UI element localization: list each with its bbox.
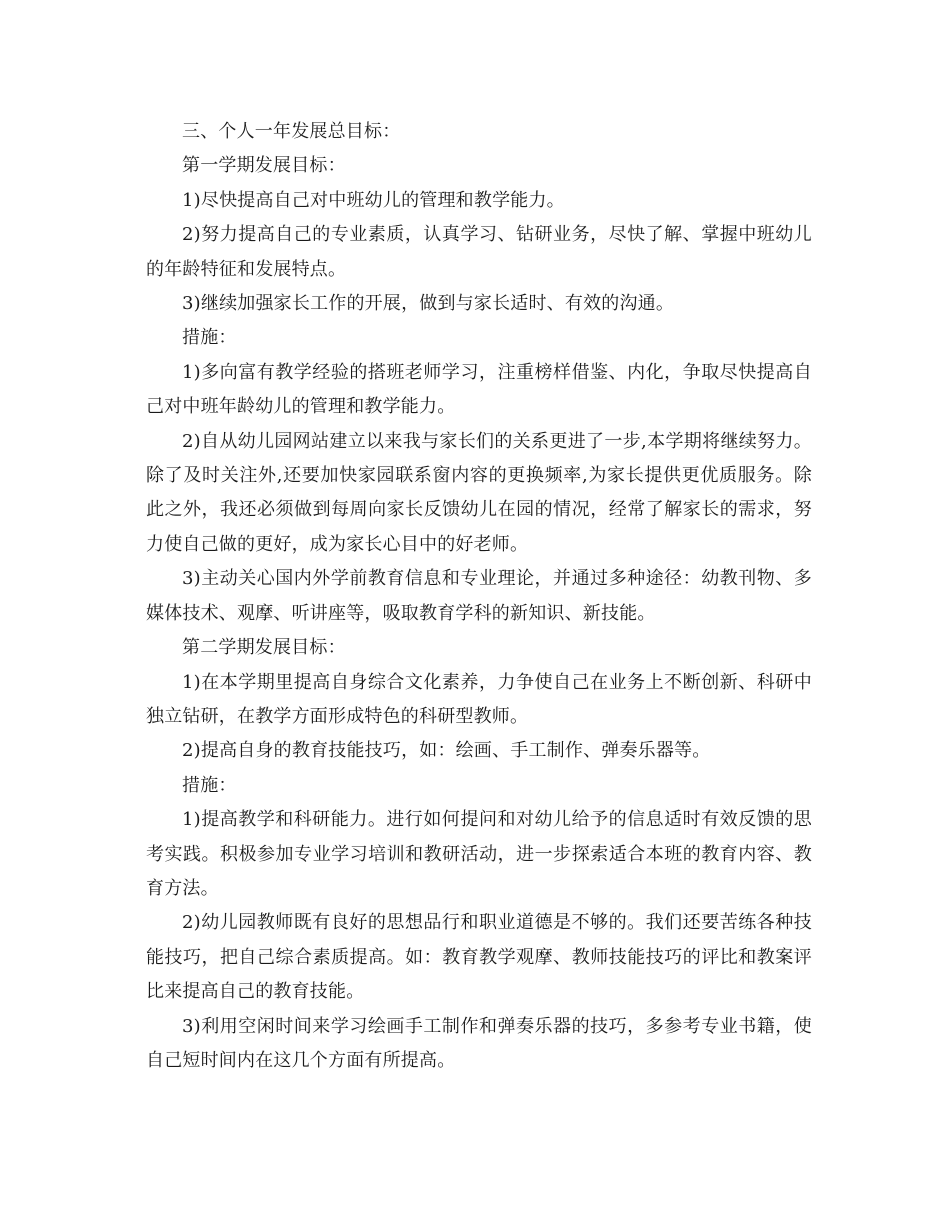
section-heading: 三、个人一年发展总目标： [182,121,401,142]
paragraph: 3)利用空闲时间来学习绘画手工制作和弹奏乐器的技巧，多参考专业书籍，使自己短时间内在这几个方面有所提高。 [146,1015,812,1071]
paragraph: 2)提高自身的教育技能技巧，如：绘画、手工制作、弹奏乐器等。 [182,740,711,762]
paragraph: 2)幼儿园教师既有良好的思想品行和职业道德是不够的。我们还要苦练各种技能技巧，把自己综合素质提高。如：教育教学观摩、教师技能技巧的评比和教案评比来提高自己的教育技能。 [146,912,812,1003]
paragraph: 2)自从幼儿园网站建立以来我与家长们的关系更进了一步,本学期将继续努力。除了及时关注外,还要加快家园联系窗内容的更换频率,为家长提供更优质服务。除此之外，我还必须做到每周向家长反馈幼儿在园的情况，经常了解家长的需求，努力使自己做的更好，成为家长心目中的好老师。 [146,430,812,555]
paragraph: 3)继续加强家长工作的开展，做到与家长适时、有效的沟通。 [182,293,675,315]
subsection-heading: 措施： [182,327,237,349]
paragraph: 1)多向富有教学经验的搭班老师学习，注重榜样借鉴、内化，争取尽快提高自己对中班年龄幼儿的管理和教学能力。 [146,361,812,418]
subsection-heading: 第二学期发展目标： [182,637,346,659]
subsection-heading: 第一学期发展目标： [182,155,346,177]
paragraph: 1)提高教学和科研能力。进行如何提问和对幼儿给予的信息适时有效反馈的思考实践。积极参加专业学习培训和教研活动，进一步探索适合本班的教育内容、教育方法。 [146,809,812,899]
document-body [146,115,812,1078]
paragraph: 1)尽快提高自己对中班幼儿的管理和教学能力。 [182,189,565,211]
paragraph: 1)在本学期里提高自身综合文化素养，力争使自己在业务上不断创新、科研中独立钻研，在教学方面形成特色的科研型教师。 [146,671,812,727]
paragraph: 2)努力提高自己的专业素质，认真学习、钻研业务，尽快了解、掌握中班幼儿的年龄特征和发展特点。 [146,224,812,280]
paragraph: 3)主动关心国内外学前教育信息和专业理论，并通过多种途径：幼教刊物、多媒体技术、观摩、听讲座等，吸取教育学科的新知识、新技能。 [146,568,812,624]
subsection-heading: 措施： [182,774,237,796]
